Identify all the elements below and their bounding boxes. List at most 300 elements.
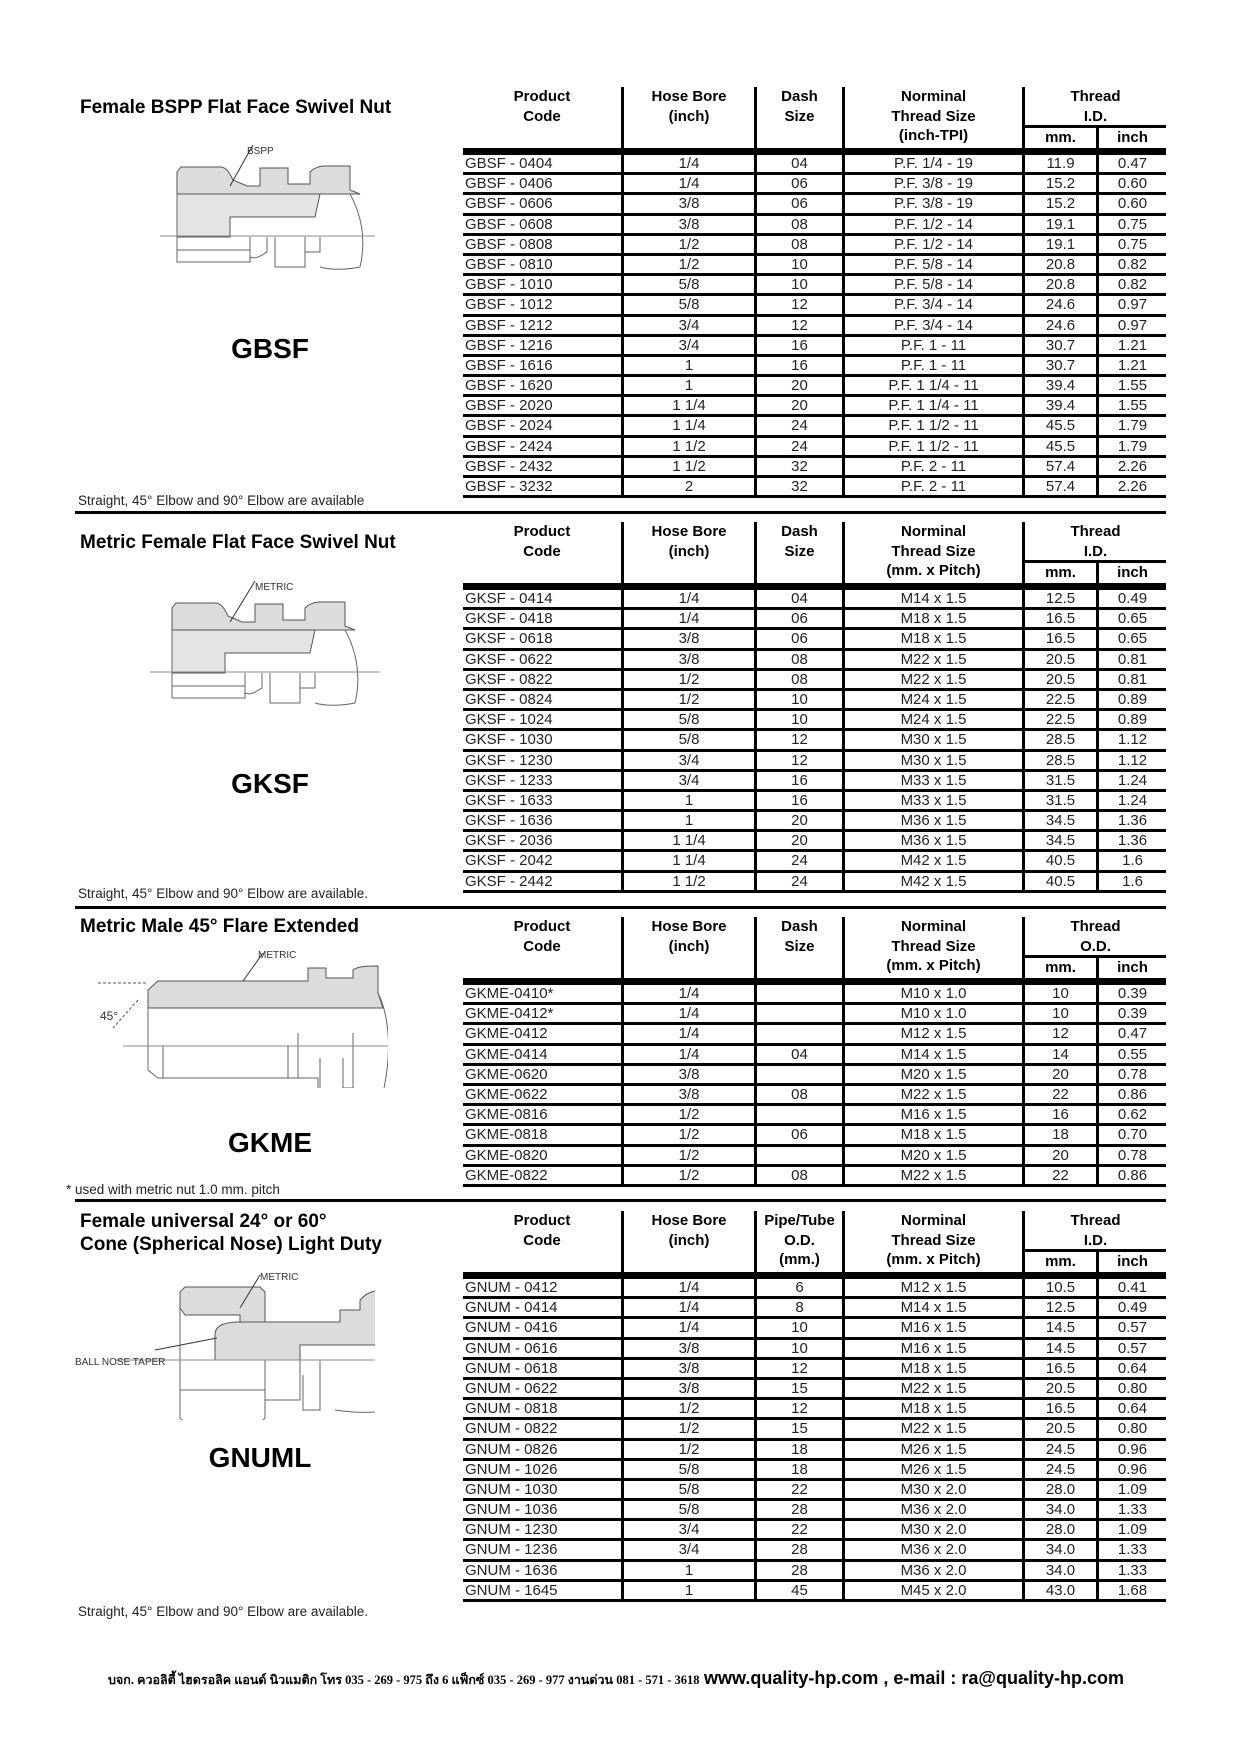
cell-dash-size: 12 [791, 316, 808, 334]
cell-thread-mm: 22.5 [1045, 711, 1076, 729]
cell-thread-size: P.F. 3/8 - 19 [894, 195, 973, 213]
column-rule [754, 792, 757, 812]
cell-hose-bore: 5/8 [678, 711, 700, 729]
cell-thread-mm: 31.5 [1045, 791, 1076, 809]
column-rule [842, 1582, 845, 1602]
column-rule [1096, 1299, 1099, 1319]
cell-thread-inch: 0.70 [1117, 1126, 1148, 1144]
spec-table [463, 1211, 1166, 1602]
column-rule [754, 610, 757, 630]
table-row [463, 792, 1166, 812]
subheader-rule [1022, 955, 1166, 958]
column-rule [1096, 1086, 1099, 1106]
column-rule [1022, 671, 1025, 691]
cell-thread-size: P.F. 1/2 - 14 [894, 215, 973, 233]
cell-thread-mm: 43.0 [1045, 1581, 1076, 1599]
cell-thread-mm: 40.5 [1045, 872, 1076, 890]
column-rule [842, 852, 845, 872]
table-row [463, 691, 1166, 711]
column-rule [1096, 1481, 1099, 1501]
cell-thread-inch: 2.26 [1117, 457, 1148, 475]
cell-thread-size: M24 x 1.5 [900, 711, 967, 729]
column-rule [1096, 155, 1099, 175]
cell-thread-inch: 0.57 [1117, 1319, 1148, 1337]
cell-hose-bore: 1 [684, 1581, 694, 1599]
column-rule [1022, 1340, 1025, 1360]
cell-thread-inch: 0.39 [1117, 1005, 1148, 1023]
subheader-rule [1022, 1249, 1166, 1252]
cell-thread-size: M12 x 1.5 [900, 1279, 967, 1296]
column-rule [1022, 772, 1025, 792]
fitting-diagram-gksf [150, 578, 390, 728]
column-rule [621, 852, 624, 872]
column-rule [754, 630, 757, 650]
column-rule [1022, 1066, 1025, 1086]
column-rule [754, 852, 757, 872]
column-rule [842, 1481, 845, 1501]
section-title-line-2: Cone (Spherical Nose) Light Duty [80, 1234, 382, 1255]
section-divider [75, 906, 1166, 909]
column-rule [1096, 125, 1099, 148]
column-rule [754, 236, 757, 256]
column-rule [1096, 317, 1099, 337]
column-rule [1022, 1167, 1025, 1187]
spec-table [463, 917, 1166, 1187]
table-row [463, 458, 1166, 478]
cell-product-code: GBSF - 0404 [465, 155, 553, 172]
header-inch: inch [1117, 1253, 1148, 1270]
cell-thread-mm: 22 [1052, 1166, 1069, 1184]
model-code: GKME [228, 1127, 312, 1158]
cell-thread-size: M33 x 1.5 [900, 791, 967, 809]
cell-dash-size: 20 [791, 812, 808, 830]
column-rule [1022, 752, 1025, 772]
table-row [463, 216, 1166, 236]
column-rule [621, 873, 624, 893]
cell-thread-inch: 1.6 [1122, 852, 1143, 870]
column-rule [754, 478, 757, 498]
column-rule [621, 522, 624, 583]
cell-product-code: GNUM - 0818 [465, 1400, 558, 1418]
cell-dash-size: 08 [791, 1166, 808, 1184]
column-rule [754, 1481, 757, 1501]
table-header [463, 1211, 1166, 1272]
table-row [463, 1562, 1166, 1582]
column-rule [754, 691, 757, 711]
subheader-rule [1022, 560, 1166, 563]
table-row [463, 195, 1166, 215]
cell-thread-size: M33 x 1.5 [900, 771, 967, 789]
table-row [463, 1086, 1166, 1106]
column-rule [842, 873, 845, 893]
table-row [463, 832, 1166, 852]
header-dash-line: O.D. [784, 1231, 815, 1249]
cell-hose-bore: 1/2 [678, 670, 700, 688]
cell-hose-bore: 5/8 [678, 1460, 700, 1478]
column-rule [1096, 337, 1099, 357]
section-title: Metric Female Flat Face Swivel Nut [80, 532, 396, 553]
column-rule [754, 772, 757, 792]
column-rule [754, 458, 757, 478]
cell-thread-inch: 1.12 [1117, 751, 1148, 769]
table-header [463, 917, 1166, 978]
header-code-line: Product [513, 1212, 571, 1229]
header-inch: inch [1117, 129, 1148, 146]
column-rule [842, 155, 845, 175]
column-rule [621, 1562, 624, 1582]
cell-thread-inch: 1.09 [1117, 1521, 1148, 1539]
column-rule [1022, 1420, 1025, 1440]
cell-thread-size: M16 x 1.5 [900, 1319, 967, 1337]
column-rule [1022, 296, 1025, 316]
header-dash-line: Size [784, 107, 815, 125]
cell-thread-size: P.F. 1 1/2 - 11 [888, 417, 979, 435]
column-rule [1022, 1279, 1025, 1299]
cell-thread-size: P.F. 1 1/4 - 11 [888, 397, 979, 415]
cell-hose-bore: 1/4 [678, 1005, 700, 1023]
cell-hose-bore: 1/4 [678, 610, 700, 628]
table-row [463, 1147, 1166, 1167]
column-rule [1096, 1541, 1099, 1561]
header-bore-line: (inch) [668, 937, 710, 955]
column-rule [1022, 195, 1025, 215]
column-rule [621, 630, 624, 650]
cell-product-code: GBSF - 0608 [465, 215, 553, 233]
cell-thread-inch: 0.97 [1117, 296, 1148, 314]
cell-thread-mm: 10 [1052, 985, 1069, 1002]
column-rule [1022, 832, 1025, 852]
cell-product-code: GNUM - 1036 [465, 1501, 558, 1519]
cell-hose-bore: 5/8 [678, 1501, 700, 1519]
cell-thread-mm: 14 [1052, 1045, 1069, 1063]
column-rule [754, 752, 757, 772]
cell-dash-size: 6 [795, 1279, 804, 1296]
header-thread-line: (mm. x Pitch) [886, 957, 981, 974]
cell-thread-mm: 12 [1052, 1025, 1069, 1043]
column-rule [754, 832, 757, 852]
column-rule [754, 651, 757, 671]
column-rule [621, 731, 624, 751]
column-rule [1096, 731, 1099, 751]
column-rule [754, 1066, 757, 1086]
column-rule [1022, 1360, 1025, 1380]
diagram-label: METRIC [260, 1272, 299, 1283]
column-rule [754, 175, 757, 195]
cell-product-code: GKSF - 0414 [465, 590, 553, 607]
column-rule [1096, 873, 1099, 893]
cell-thread-inch: 1.79 [1117, 437, 1148, 455]
cell-thread-mm: 31.5 [1045, 771, 1076, 789]
column-rule [754, 522, 757, 583]
cell-thread-inch: 0.65 [1117, 630, 1148, 648]
header-code [463, 1211, 621, 1250]
cell-thread-inch: 0.81 [1117, 670, 1148, 688]
cell-hose-bore: 3/8 [678, 1065, 700, 1083]
column-rule [842, 1521, 845, 1541]
cell-dash-size: 24 [791, 872, 808, 890]
cell-product-code: GKME-0822 [465, 1166, 548, 1184]
column-rule [842, 1211, 845, 1272]
header-dash [757, 917, 842, 956]
column-rule [754, 1025, 757, 1045]
column-rule [621, 752, 624, 772]
column-rule [842, 478, 845, 498]
cell-hose-bore: 2 [684, 478, 694, 495]
cell-thread-inch: 0.81 [1117, 650, 1148, 668]
header-thread [845, 1211, 1022, 1270]
cell-thread-size: M30 x 1.5 [900, 751, 967, 769]
header-bore [624, 522, 754, 561]
header-dash-line: Size [784, 937, 815, 955]
column-rule [621, 458, 624, 478]
column-rule [1022, 417, 1025, 437]
cell-thread-inch: 1.33 [1117, 1541, 1148, 1559]
column-rule [754, 917, 757, 978]
cell-thread-mm: 28.5 [1045, 751, 1076, 769]
column-rule [1022, 1481, 1025, 1501]
header-mm: mm. [1045, 129, 1076, 146]
cell-product-code: GKME-0620 [465, 1065, 548, 1083]
cell-thread-mm: 10.5 [1045, 1279, 1076, 1296]
column-rule [754, 1420, 757, 1440]
cell-dash-size: 04 [791, 1045, 808, 1063]
header-mm: mm. [1045, 564, 1076, 581]
header-rule [463, 148, 1166, 155]
column-rule [754, 1400, 757, 1420]
column-rule [1022, 917, 1025, 978]
cell-thread-size: P.F. 2 - 11 [900, 478, 967, 495]
header-thread-line: Thread Size [891, 542, 976, 560]
column-rule [1022, 1562, 1025, 1582]
diagram-label: METRIC [255, 582, 294, 593]
cell-product-code: GBSF - 1620 [465, 377, 553, 395]
header-dash-line: Dash [781, 918, 818, 935]
cell-dash-size: 22 [791, 1521, 808, 1539]
cell-thread-mm: 22 [1052, 1085, 1069, 1103]
email-link[interactable]: ra@quality-hp.com [961, 1668, 1124, 1688]
column-rule [842, 296, 845, 316]
table-header [463, 87, 1166, 148]
column-rule [621, 1380, 624, 1400]
cell-dash-size: 20 [791, 832, 808, 850]
table-row [463, 610, 1166, 630]
column-rule [1022, 175, 1025, 195]
header-code [463, 522, 621, 561]
column-rule [754, 711, 757, 731]
cell-dash-size: 16 [791, 356, 808, 374]
cell-thread-size: M16 x 1.5 [900, 1106, 967, 1124]
cell-thread-mm: 20.5 [1045, 670, 1076, 688]
column-rule [754, 1541, 757, 1561]
header-group-line: I.D. [1083, 107, 1108, 125]
cell-product-code: GNUM - 0618 [465, 1359, 558, 1377]
column-rule [1096, 590, 1099, 610]
table-row [463, 1582, 1166, 1602]
header-thread-dimension [1025, 522, 1166, 561]
table-row [463, 873, 1166, 893]
column-rule [754, 873, 757, 893]
column-rule [621, 1319, 624, 1339]
cell-thread-mm: 20 [1052, 1146, 1069, 1164]
cell-thread-inch: 0.47 [1117, 155, 1148, 172]
column-rule [1022, 438, 1025, 458]
cell-thread-size: M16 x 1.5 [900, 1339, 967, 1357]
cell-thread-size: M26 x 1.5 [900, 1460, 967, 1478]
column-rule [1022, 1147, 1025, 1167]
cell-thread-mm: 20.5 [1045, 650, 1076, 668]
cell-product-code: GKSF - 1636 [465, 812, 553, 830]
header-group-line: Thread [1070, 918, 1121, 935]
column-rule [842, 1147, 845, 1167]
table-row [463, 1167, 1166, 1187]
column-rule [621, 1167, 624, 1187]
table-row [463, 1279, 1166, 1299]
cell-thread-size: P.F. 3/8 - 19 [894, 175, 973, 193]
column-rule [842, 1501, 845, 1521]
cell-product-code: GBSF - 0810 [465, 255, 553, 273]
cell-dash-size: 10 [791, 1339, 808, 1357]
column-rule [621, 1400, 624, 1420]
column-rule [1096, 772, 1099, 792]
table-row [463, 1005, 1166, 1025]
column-rule [621, 772, 624, 792]
table-row [463, 1360, 1166, 1380]
column-rule [842, 1025, 845, 1045]
column-rule [754, 1005, 757, 1025]
column-rule [1022, 458, 1025, 478]
column-rule [621, 610, 624, 630]
column-rule [842, 317, 845, 337]
column-rule [621, 1025, 624, 1045]
cell-product-code: GNUM - 1026 [465, 1460, 558, 1478]
header-dash-line: Dash [781, 523, 818, 540]
cell-thread-mm: 20.5 [1045, 1379, 1076, 1397]
column-rule [621, 175, 624, 195]
cell-product-code: GBSF - 1012 [465, 296, 553, 314]
header-dash-line: Pipe/Tube [764, 1212, 835, 1229]
cell-product-code: GBSF - 2020 [465, 397, 553, 415]
cell-thread-mm: 20.5 [1045, 1420, 1076, 1438]
header-bore-line: (inch) [668, 542, 710, 560]
column-rule [1096, 1340, 1099, 1360]
cell-thread-mm: 24.5 [1045, 1440, 1076, 1458]
table-row [463, 1025, 1166, 1045]
column-rule [842, 711, 845, 731]
column-rule [842, 357, 845, 377]
column-rule [621, 651, 624, 671]
cell-product-code: GKME-0622 [465, 1085, 548, 1103]
header-dash-line: Size [784, 542, 815, 560]
cell-product-code: GKME-0818 [465, 1126, 548, 1144]
column-rule [1022, 357, 1025, 377]
header-thread [845, 522, 1022, 581]
cell-thread-size: M20 x 1.5 [900, 1065, 967, 1083]
column-rule [1096, 671, 1099, 691]
cell-hose-bore: 3/4 [678, 771, 700, 789]
cell-thread-mm: 20.8 [1045, 276, 1076, 294]
header-dash-line: (mm.) [779, 1251, 820, 1268]
header-mm: mm. [1045, 959, 1076, 976]
column-rule [1096, 985, 1099, 1005]
table-row [463, 438, 1166, 458]
column-rule [621, 256, 624, 276]
column-rule [842, 1461, 845, 1481]
column-rule [621, 1046, 624, 1066]
table-row [463, 1501, 1166, 1521]
cell-thread-size: M36 x 2.0 [900, 1561, 967, 1579]
cell-dash-size: 24 [791, 417, 808, 435]
cell-hose-bore: 3/8 [678, 630, 700, 648]
cell-product-code: GKSF - 0418 [465, 610, 553, 628]
column-rule [842, 1441, 845, 1461]
table-row [463, 1106, 1166, 1126]
cell-thread-inch: 0.47 [1117, 1025, 1148, 1043]
cell-thread-mm: 30.7 [1045, 356, 1076, 374]
column-rule [621, 276, 624, 296]
diagram-label-taper: BALL NOSE TAPER [75, 1357, 166, 1368]
cell-thread-size: P.F. 3/4 - 14 [894, 316, 973, 334]
cell-hose-bore: 5/8 [678, 731, 700, 749]
column-rule [1022, 1582, 1025, 1602]
column-rule [1022, 522, 1025, 583]
header-dash [757, 522, 842, 561]
column-rule [621, 691, 624, 711]
cell-hose-bore: 5/8 [678, 296, 700, 314]
cell-hose-bore: 3/8 [678, 1379, 700, 1397]
cell-product-code: GKSF - 0622 [465, 650, 553, 668]
column-rule [754, 87, 757, 148]
cell-dash-size: 08 [791, 650, 808, 668]
column-rule [754, 317, 757, 337]
table-row [463, 671, 1166, 691]
column-rule [1096, 377, 1099, 397]
cell-thread-mm: 30.7 [1045, 336, 1076, 354]
cell-dash-size: 28 [791, 1561, 808, 1579]
cell-thread-inch: 0.64 [1117, 1359, 1148, 1377]
header-bore-line: (inch) [668, 1231, 710, 1249]
cell-thread-mm: 12.5 [1045, 1299, 1076, 1317]
column-rule [754, 1562, 757, 1582]
cell-product-code: GNUM - 0416 [465, 1319, 558, 1337]
cell-thread-inch: 0.49 [1117, 1299, 1148, 1317]
table-row [463, 651, 1166, 671]
column-rule [1096, 276, 1099, 296]
column-rule [1096, 256, 1099, 276]
column-rule [842, 691, 845, 711]
cell-dash-size: 08 [791, 215, 808, 233]
cell-thread-mm: 19.1 [1045, 215, 1076, 233]
website-link[interactable]: www.quality-hp.com [704, 1668, 879, 1688]
cell-thread-mm: 12.5 [1045, 590, 1076, 607]
column-rule [842, 1562, 845, 1582]
cell-thread-mm: 24.6 [1045, 316, 1076, 334]
column-rule [754, 1360, 757, 1380]
cell-dash-size: 12 [791, 731, 808, 749]
cell-hose-bore: 1/4 [678, 1279, 700, 1296]
cell-dash-size: 06 [791, 195, 808, 213]
header-thread-dimension [1025, 917, 1166, 956]
column-rule [1022, 1106, 1025, 1126]
column-rule [1022, 1541, 1025, 1561]
cell-thread-inch: 1.55 [1117, 377, 1148, 395]
cell-dash-size: 10 [791, 711, 808, 729]
footnote: * used with metric nut 1.0 mm. pitch [66, 1182, 280, 1197]
column-rule [842, 731, 845, 751]
table-row [463, 630, 1166, 650]
column-rule [1096, 1106, 1099, 1126]
table-row [463, 236, 1166, 256]
column-rule [1096, 458, 1099, 478]
